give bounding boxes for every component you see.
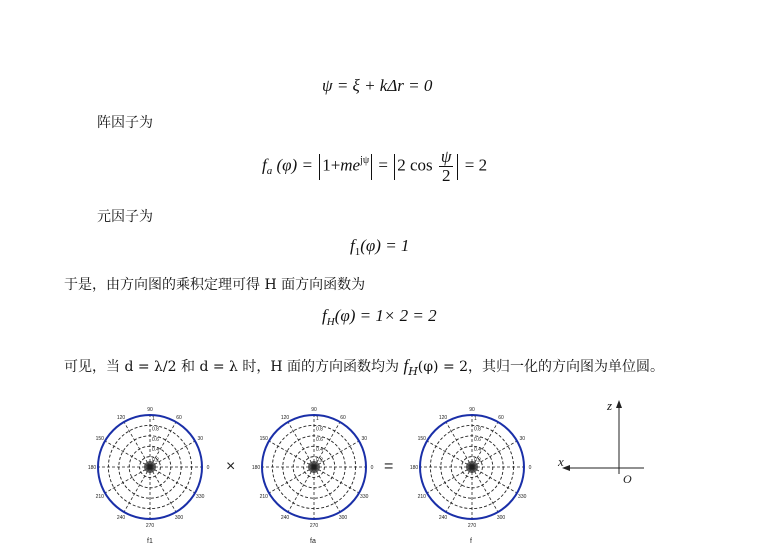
abs-bar bbox=[319, 154, 320, 180]
fh-f: f bbox=[322, 306, 327, 325]
grid-spoke bbox=[105, 467, 150, 493]
fa-result: = 2 bbox=[464, 155, 488, 175]
angle-tick-label: 240 bbox=[116, 515, 126, 522]
angle-tick-label: 330 bbox=[518, 494, 527, 500]
fa-m: me bbox=[340, 155, 361, 175]
angle-tick-label: 90 bbox=[311, 407, 317, 413]
therefore-text: 于是，由方向图的乘积定理可得 H 面方向函数为 bbox=[64, 277, 366, 293]
element-factor-label: 元因子为 bbox=[97, 209, 153, 225]
array-factor-label: 阵因子为 bbox=[97, 115, 153, 131]
radial-tick-label: 0.2 bbox=[152, 457, 159, 464]
angle-tick-label: 300 bbox=[338, 515, 348, 522]
radial-tick-label: 0.8 bbox=[474, 426, 481, 433]
angle-tick-label: 330 bbox=[360, 494, 369, 500]
equals-operator: = bbox=[384, 458, 394, 475]
angle-tick-label: 120 bbox=[116, 414, 126, 421]
polar-plot-f bbox=[410, 405, 534, 529]
conclusion-text bbox=[64, 356, 664, 376]
angle-tick-label: 150 bbox=[259, 436, 268, 442]
angle-tick-label: 270 bbox=[467, 523, 477, 529]
grid-spoke bbox=[150, 467, 176, 512]
f1-sub: 1 bbox=[354, 246, 361, 258]
angle-tick-label: 300 bbox=[496, 515, 506, 522]
angle-tick-label: 210 bbox=[417, 494, 426, 500]
psi-over-2 bbox=[439, 148, 454, 185]
times-operator: × bbox=[226, 458, 236, 475]
f1-rhs: (φ) = 1 bbox=[360, 236, 410, 255]
caption-fa: fa bbox=[310, 538, 316, 545]
fa-one: 1+ bbox=[322, 155, 341, 175]
grid-spoke bbox=[124, 467, 150, 512]
conclusion-b: (φ) = 2，其归一化的方向图为单位圆。 bbox=[417, 359, 665, 375]
angle-tick-label: 210 bbox=[259, 494, 268, 500]
grid-spoke bbox=[427, 467, 472, 493]
abs-bar bbox=[394, 154, 395, 180]
grid-spoke bbox=[150, 467, 195, 493]
angle-tick-label: 270 bbox=[145, 523, 155, 529]
angle-tick-label: 60 bbox=[340, 414, 346, 421]
angle-tick-label: 60 bbox=[498, 414, 504, 421]
angle-tick-label: 240 bbox=[280, 515, 290, 522]
radial-tick-label: 1 bbox=[152, 416, 155, 422]
radial-tick-label: 0.4 bbox=[316, 447, 323, 454]
grid-spoke bbox=[472, 467, 498, 512]
radial-tick-label: 0.6 bbox=[152, 436, 159, 443]
axis-z-label: z bbox=[607, 398, 613, 413]
angle-tick-label: 0 bbox=[206, 465, 210, 471]
angle-tick-label: 180 bbox=[252, 465, 261, 471]
angle-tick-label: 210 bbox=[95, 494, 104, 500]
equation-array-factor: $f_a$ $(\varphi) = 1+me^{j\psi} = 2$ cos $\frac{\psi}{2}$ = 2 bbox=[262, 147, 488, 185]
fh-sub: H bbox=[326, 316, 335, 328]
f1-f: f bbox=[350, 236, 355, 255]
polar-plot-f1 bbox=[88, 405, 212, 529]
fh-rhs: (φ) = 1× 2 = 2 bbox=[334, 306, 437, 325]
radial-tick-label: 0.2 bbox=[316, 457, 323, 464]
radial-tick-label: 0.8 bbox=[152, 426, 159, 433]
angle-tick-label: 90 bbox=[147, 407, 153, 413]
frac-den: 2 bbox=[441, 166, 451, 185]
grid-spoke bbox=[269, 467, 314, 493]
equation-psi bbox=[322, 76, 432, 96]
angle-tick-label: 30 bbox=[197, 436, 204, 442]
angle-tick-label: 150 bbox=[417, 436, 426, 442]
angle-tick-label: 330 bbox=[196, 494, 205, 500]
conclusion-f: f bbox=[403, 356, 409, 375]
grid-spoke bbox=[314, 467, 359, 493]
angle-tick-label: 180 bbox=[410, 465, 419, 471]
conclusion-a: 可见，当 d = λ/2 和 d = λ 时，H 面的方向函数均为 bbox=[64, 359, 404, 375]
radial-tick-label: 1 bbox=[316, 416, 319, 422]
radial-tick-label: 0.4 bbox=[474, 447, 481, 454]
fa-f: f bbox=[262, 155, 267, 175]
abs-bar bbox=[371, 154, 372, 180]
angle-tick-label: 180 bbox=[88, 465, 97, 471]
origin-label: O bbox=[623, 472, 632, 486]
abs-bar bbox=[457, 154, 458, 180]
fa-exp: jψ bbox=[360, 155, 370, 167]
fa-cos: 2 cos bbox=[397, 155, 433, 175]
fa-sub: a bbox=[266, 165, 273, 178]
equation-element-factor bbox=[350, 236, 409, 256]
angle-tick-label: 120 bbox=[438, 414, 448, 421]
grid-spoke bbox=[314, 467, 340, 512]
radial-tick-label: 0.4 bbox=[152, 447, 159, 454]
angle-tick-label: 120 bbox=[280, 414, 290, 421]
grid-spoke bbox=[288, 467, 314, 512]
angle-tick-label: 300 bbox=[174, 515, 184, 522]
grid-spoke bbox=[472, 467, 517, 493]
angle-tick-label: 0 bbox=[370, 465, 374, 471]
angle-tick-label: 60 bbox=[176, 414, 182, 421]
caption-f1: f1 bbox=[147, 538, 153, 545]
equation-psi-rhs: = ξ + kΔr = 0 bbox=[336, 76, 433, 95]
angle-tick-label: 240 bbox=[438, 515, 448, 522]
radial-tick-label: 0.8 bbox=[316, 426, 323, 433]
coordinate-axes bbox=[554, 396, 650, 492]
angle-tick-label: 0 bbox=[528, 465, 532, 471]
radial-tick-label: 0.6 bbox=[316, 436, 323, 443]
angle-tick-label: 30 bbox=[519, 436, 526, 442]
frac-num: ψ bbox=[440, 147, 452, 166]
grid-spoke bbox=[446, 467, 472, 512]
angle-tick-label: 150 bbox=[95, 436, 104, 442]
conclusion-sub: H bbox=[408, 365, 418, 378]
equation-h-plane bbox=[322, 306, 437, 326]
polar-plot-fa bbox=[252, 405, 376, 529]
radial-tick-label: 0.6 bbox=[474, 436, 481, 443]
fa-arg: (φ) = bbox=[276, 155, 313, 175]
radial-tick-label: 1 bbox=[474, 416, 477, 422]
caption-f: f bbox=[470, 538, 472, 545]
axis-x-label: x bbox=[558, 454, 564, 469]
angle-tick-label: 270 bbox=[309, 523, 319, 529]
angle-tick-label: 90 bbox=[469, 407, 475, 413]
radial-tick-label: 0.2 bbox=[474, 457, 481, 464]
angle-tick-label: 30 bbox=[361, 436, 368, 442]
equation-psi-lhs: ψ bbox=[322, 76, 333, 95]
